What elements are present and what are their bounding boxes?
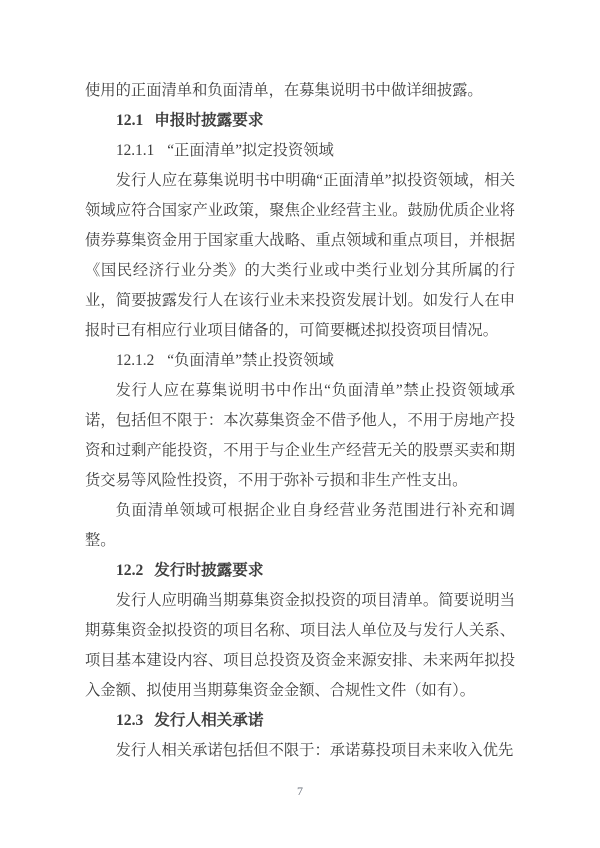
section-heading-12-1-1: [85, 136, 515, 166]
heading-title: 发行人相关承诺: [154, 712, 264, 729]
page-content: [85, 76, 515, 766]
paragraph-negative-list-adjust: 负面清单领域可根据企业自身经营业务范围进行补充和调整。: [85, 502, 515, 549]
section-heading-12-1-2: [85, 346, 515, 376]
paragraph-issuance-disclosure: 发行人应明确当期募集资金拟投资的项目清单。简要说明当期募集资金拟投资的项目名称、项目法人单位及与发行人关系、项目基本建设内容、项目总投资及资金来源安排、未来两年拟投入金额、拟使用当期募集资金金额、合规性文件（如有）。: [85, 592, 515, 699]
heading-number: 12.1.2: [116, 352, 155, 369]
section-heading-12-2: [85, 556, 515, 586]
page-number: 7: [297, 784, 303, 798]
section-heading-12-3: [85, 706, 515, 736]
paragraph-issuer-commitments: 发行人相关承诺包括但不限于：承诺募投项目未来收入优先: [115, 742, 514, 759]
paragraph-continuation: 使用的正面清单和负面清单，在募集说明书中做详细披露。: [85, 82, 483, 99]
heading-number: 12.2: [116, 562, 144, 579]
heading-number: 12.1.1: [116, 142, 155, 159]
heading-number: 12.1: [116, 112, 144, 129]
heading-number: 12.3: [116, 712, 144, 729]
paragraph-positive-list: 发行人应在募集说明书中明确“正面清单”拟投资领域，相关领域应符合国家产业政策，聚焦企业经营主业。鼓励优质企业将债券募集资金用于国家重大战略、重点领域和重点项目，并根据《国民经济行业分类》的大类行业或中类行业划分其所属的行业，简要披露发行人在该行业未来投资发展计划。如发行人在申报时已有相应行业项目储备的，可简要概述拟投资项目情况。: [85, 172, 515, 339]
heading-title: “负面清单”禁止投资领域: [167, 352, 334, 369]
heading-title: 发行时披露要求: [154, 562, 264, 579]
heading-title: “正面清单”拟定投资领域: [167, 142, 334, 159]
paragraph-negative-list: 发行人应在募集说明书中作出“负面清单”禁止投资领域承诺，包括但不限于：本次募集资金不借予他人，不用于房地产投资和过剩产能投资，不用于与企业生产经营无关的股票买卖和期货交易等风险性投资，不用于弥补亏损和非生产性支出。: [85, 382, 515, 489]
heading-title: 申报时披露要求: [154, 112, 264, 129]
section-heading-12-1: [85, 106, 515, 136]
